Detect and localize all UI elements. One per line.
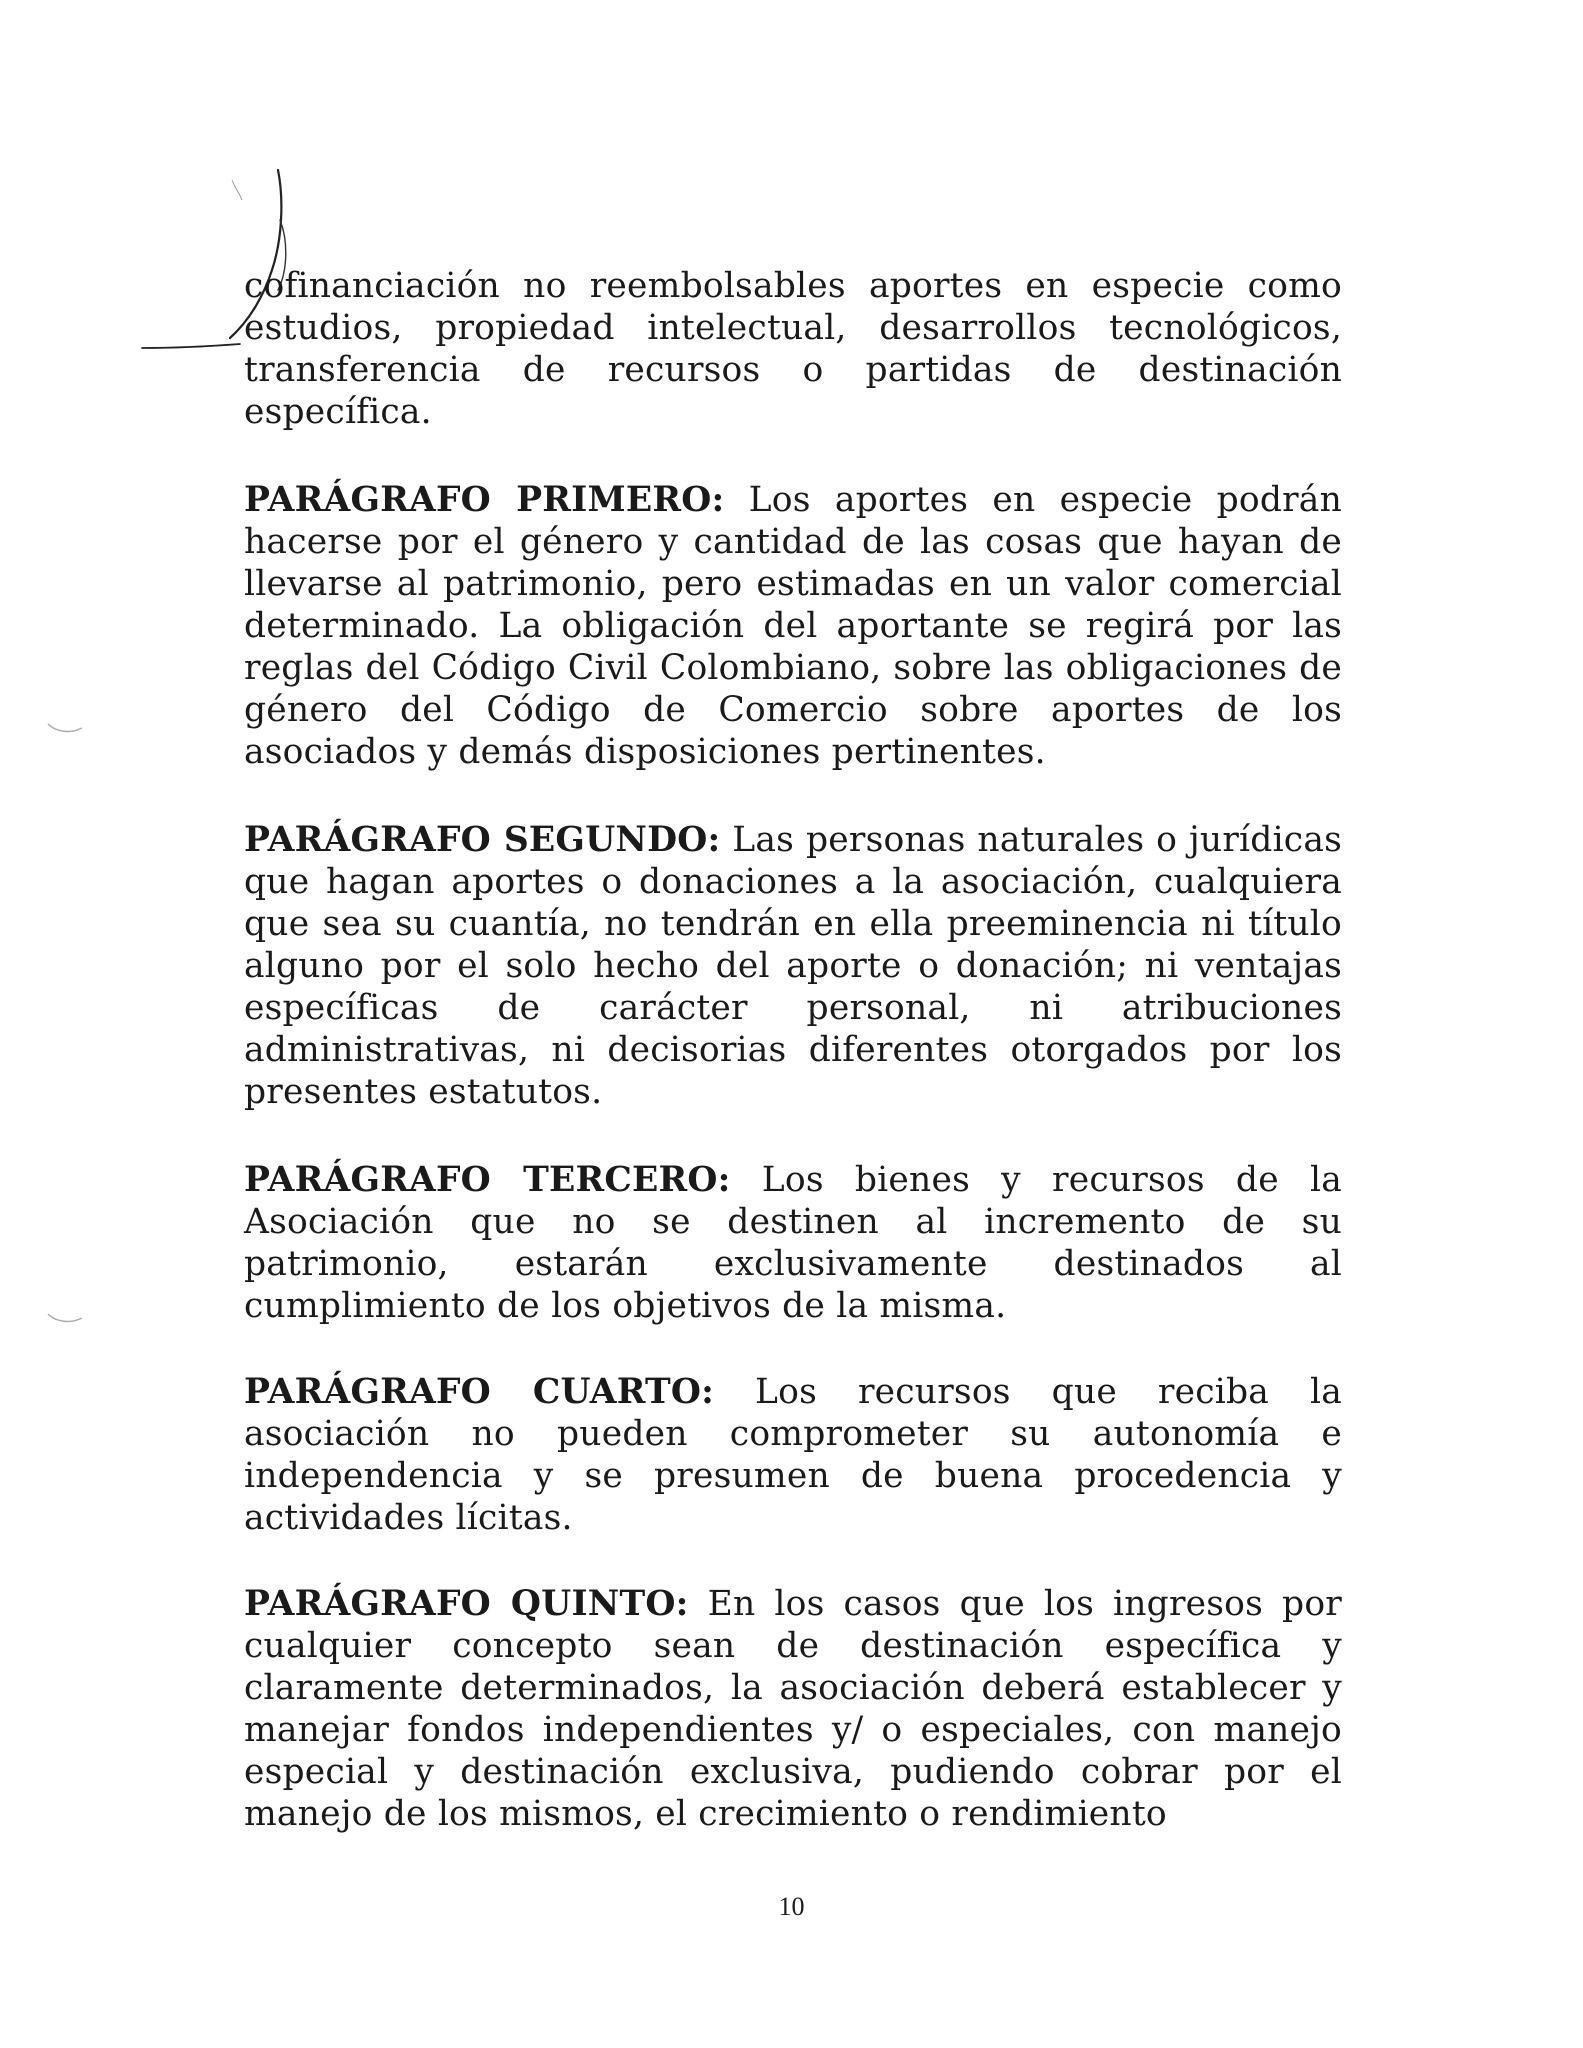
- paragraph-quinto: [244, 1583, 1342, 1835]
- paragraph-tercero: [244, 1159, 1342, 1327]
- paragraph-body: Los bienes y recursos de la Asociación que no se destinen al incremento de su patrimonio, estarán exclusivamente destinados al cumplimiento de los objetivos de la misma.: [244, 1159, 1342, 1326]
- paragraph-intro: [244, 265, 1342, 433]
- paragraph-heading: PARÁGRAFO SEGUNDO:: [244, 819, 721, 860]
- hole-mark-lower: [46, 1310, 86, 1330]
- page-number: 10: [778, 1892, 805, 1921]
- handwritten-underline: [140, 336, 260, 356]
- paragraph-body: cofinanciación no reembolsables aportes en especie como estudios, propiedad intelectual, desarrollos tecnológicos, transferencia de recursos o partidas de destinación específica.: [244, 265, 1342, 432]
- paragraph-body: En los casos que los ingresos por cualquier concepto sean de destinación específica y claramente determinados, la asociación deberá establecer y manejar fondos independientes y/ o especiales, con manejo especial y destinación exclusiva, pudiendo cobrar por el manejo de los mismos, el crecimiento o rendimiento: [244, 1583, 1342, 1834]
- paragraph-segundo: [244, 819, 1342, 1113]
- paragraph-body: Los aportes en especie podrán hacerse por el género y cantidad de las cosas que hayan de llevarse al patrimonio, pero estimadas en un valor comercial determinado. La obligación del aportante se regirá por las reglas del Código Civil Colombiano, sobre las obligaciones de género del Código de Comercio sobre aportes de los asociados y demás disposiciones pertinentes.: [244, 479, 1342, 772]
- paragraph-body: Las personas naturales o jurídicas que hagan aportes o donaciones a la asociación, cualquiera que sea su cuantía, no tendrán en ella preeminencia ni título alguno por el solo hecho del aporte o donación; ni ventajas específicas de carácter personal, ni atribuciones administrativas, ni decisorias diferentes otorgados por los presentes estatutos.: [244, 819, 1342, 1112]
- hole-mark-upper: [46, 720, 86, 740]
- paragraph-heading: PARÁGRAFO CUARTO:: [244, 1371, 715, 1412]
- paragraph-cuarto: [244, 1371, 1342, 1539]
- paragraph-body: Los recursos que reciba la asociación no pueden comprometer su autonomía e independencia y se presumen de buena procedencia y actividades lícitas.: [244, 1371, 1343, 1538]
- paragraph-heading: PARÁGRAFO TERCERO:: [244, 1159, 731, 1200]
- paragraph-heading: PARÁGRAFO PRIMERO:: [244, 479, 725, 520]
- paragraph-heading: PARÁGRAFO QUINTO:: [244, 1583, 689, 1624]
- paragraph-primero: [244, 479, 1342, 773]
